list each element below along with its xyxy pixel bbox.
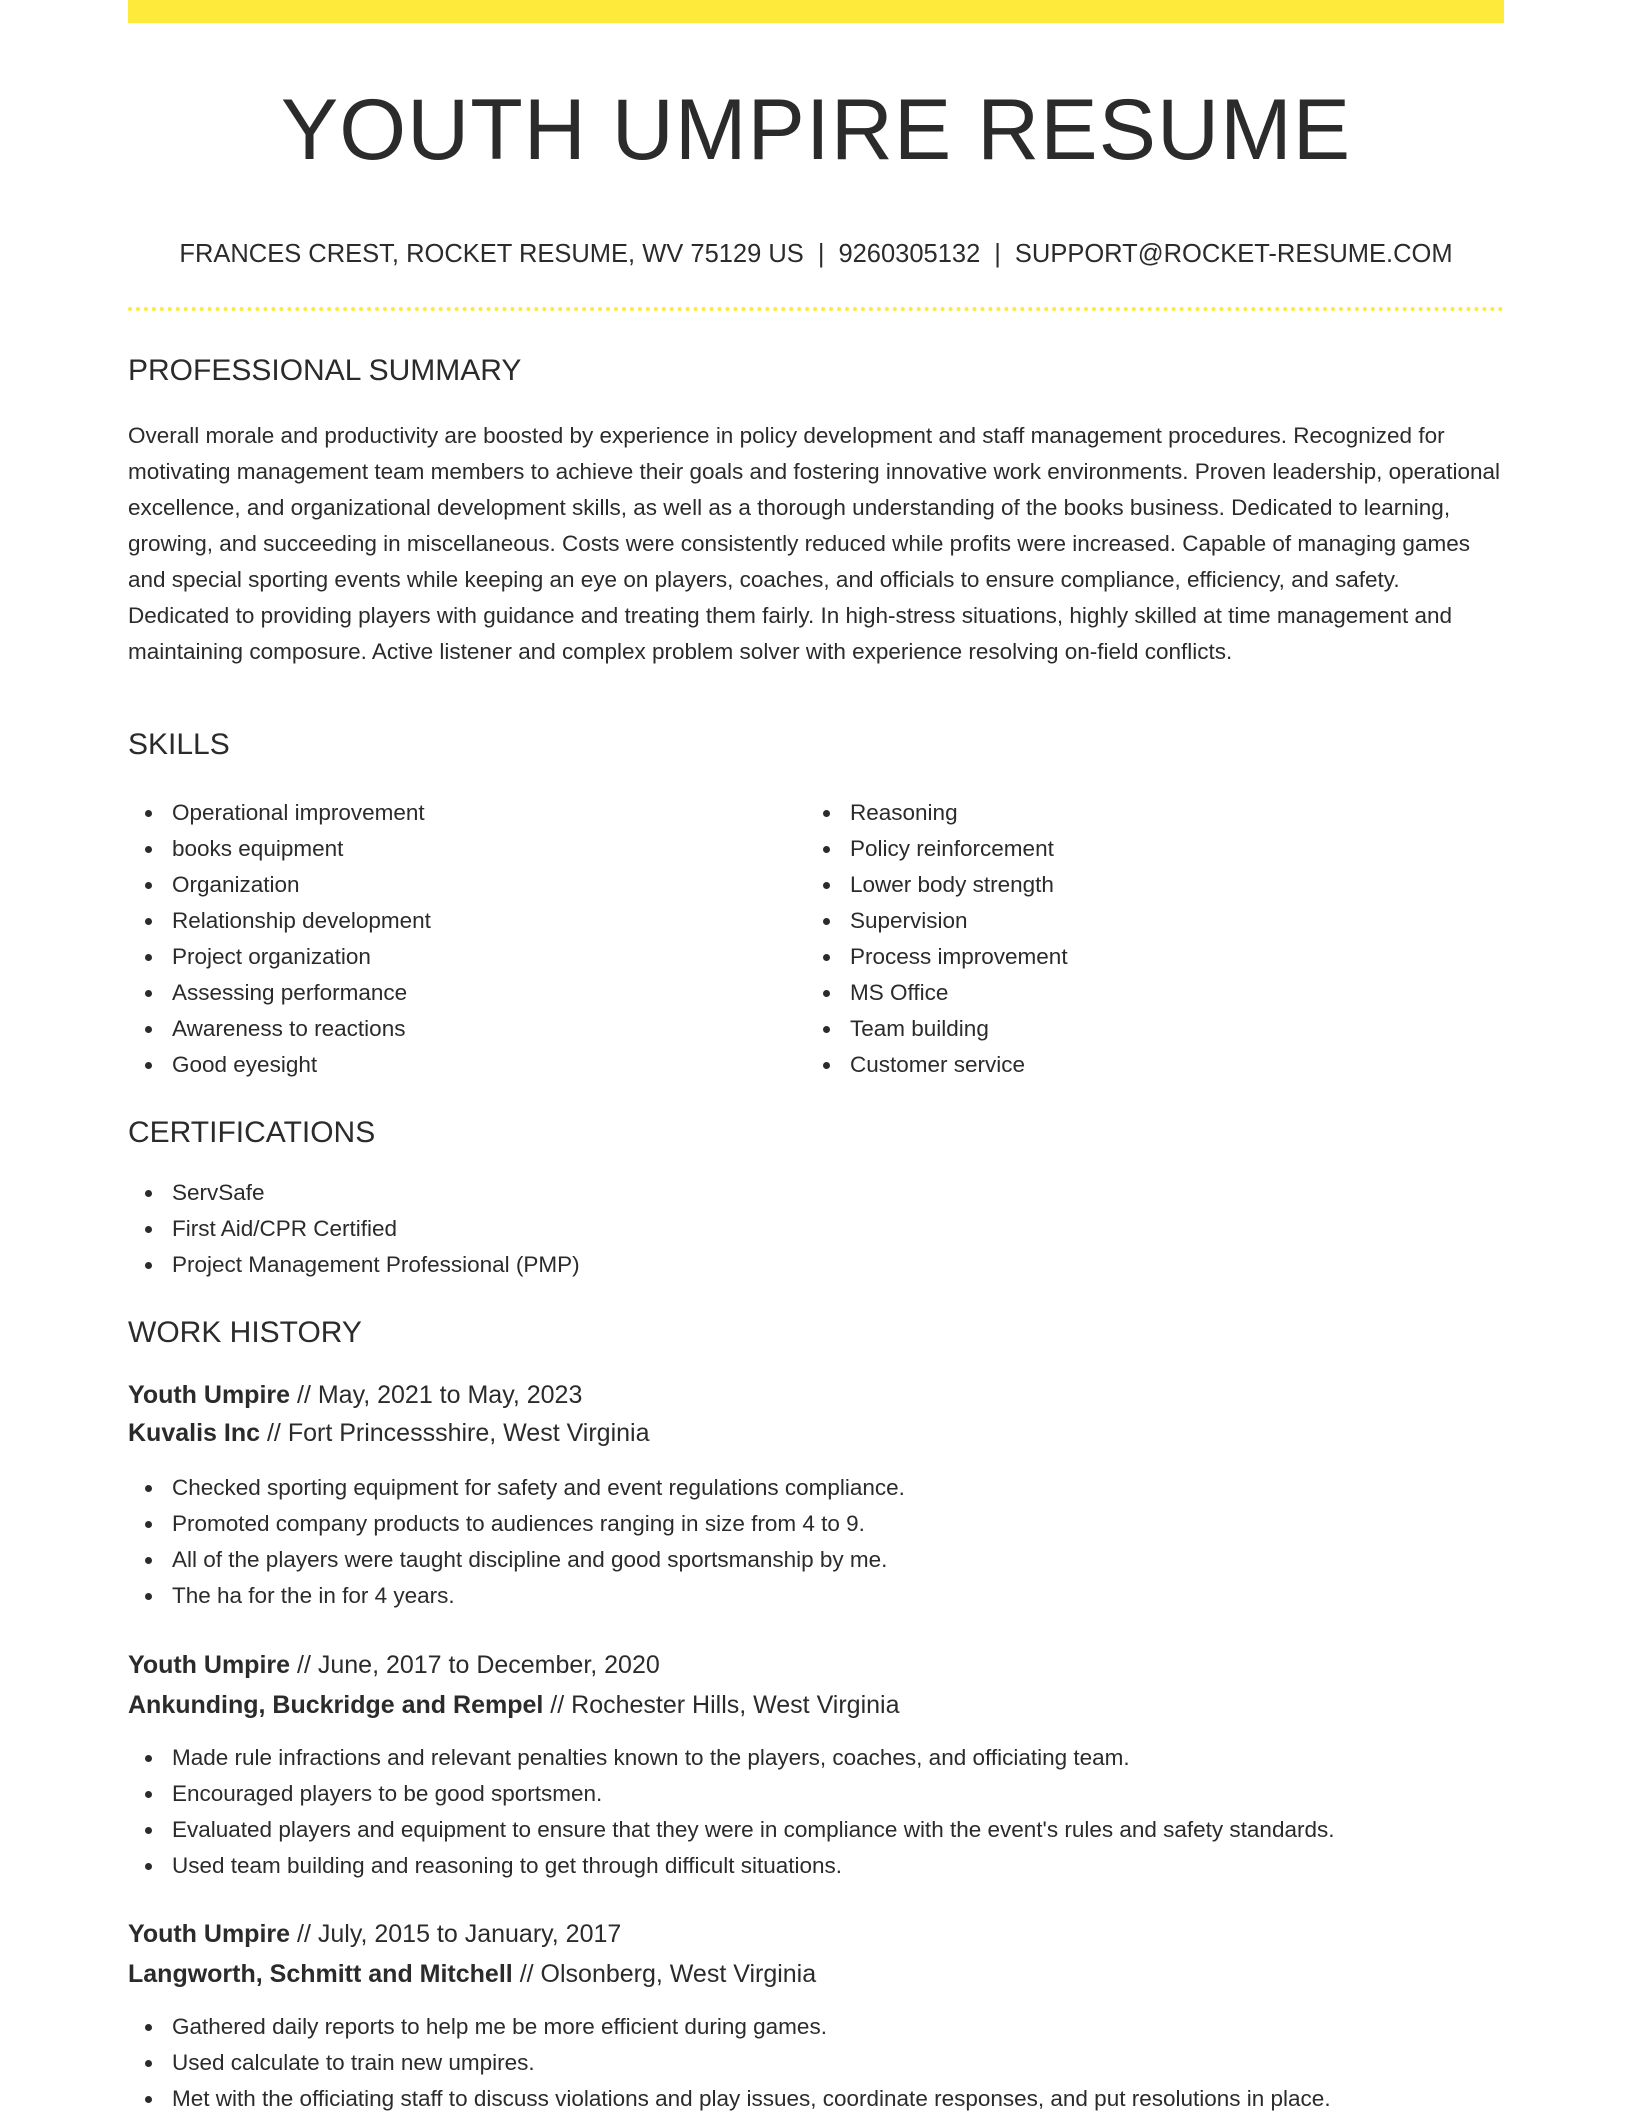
job-company-line [128, 1955, 816, 1993]
job-bullet: Used calculate to train new umpires. [128, 2045, 1504, 2081]
skill-item: Project organization [128, 939, 788, 975]
job-location: Fort Princessshire, West Virginia [287, 1419, 650, 1447]
job-title-line [128, 1376, 582, 1414]
job-separator: // [297, 1920, 311, 1948]
job-company-line [128, 1414, 650, 1452]
skill-item: Process improvement [806, 939, 1466, 975]
job-separator: // [266, 1419, 281, 1447]
contact-email: SUPPORT@ROCKET-RESUME.COM [1014, 240, 1453, 268]
job-bullets [128, 1470, 1504, 1614]
work-history-heading: WORK HISTORY [128, 1316, 362, 1349]
job-title-line [128, 1646, 660, 1684]
job-bullet: All of the players were taught discipline and good sportsmanship by me. [128, 1542, 1504, 1578]
skill-item: Operational improvement [128, 795, 788, 831]
skill-item: Lower body strength [806, 867, 1466, 903]
job-dates: May, 2021 to May, 2023 [317, 1381, 583, 1409]
certification-item: ServSafe [128, 1175, 1504, 1211]
certification-item: First Aid/CPR Certified [128, 1211, 1504, 1247]
summary-heading: PROFESSIONAL SUMMARY [128, 354, 522, 387]
contact-separator: | [817, 240, 825, 268]
job-title: Youth Umpire [128, 1651, 291, 1679]
skill-item: MS Office [806, 975, 1466, 1011]
job-bullet: Checked sporting equipment for safety and event regulations compliance. [128, 1470, 1504, 1506]
skill-item: Team building [806, 1011, 1466, 1047]
skill-item: books equipment [128, 831, 788, 867]
contact-phone: 9260305132 [838, 240, 981, 268]
dotted-divider [128, 307, 1504, 311]
job-bullet: Gathered daily reports to help me be more efficient during games. [128, 2009, 1504, 2045]
contact-line [128, 237, 1504, 271]
summary-text: Overall morale and productivity are boosted by experience in policy development and staff management procedures. Recognized for motivating management team members to achieve their goals and fostering innovative work environments. Proven leadership, operational excellence, and organizational development skills, as well as a thorough understanding of the books business. Dedicated to learning, growing, and succeeding in miscellaneous. Costs were consistently reduced while profits were increased. Capable of managing games and special sporting events while keeping an eye on players, coaches, and officials to ensure compliance, efficiency, and safety. Dedicated to providing players with guidance and treating them fairly. In high-stress situations, highly skilled at time management and maintaining composure. Active listener and complex problem solver with experience resolving on-field conflicts. [128, 423, 1500, 664]
skill-item: Organization [128, 867, 788, 903]
job-bullets [128, 2009, 1504, 2112]
job-bullet: The ha for the in for 4 years. [128, 1578, 1504, 1614]
job-bullet: Met with the officiating staff to discuss violations and play issues, coordinate responses, and put resolutions in place. [128, 2081, 1504, 2112]
contact-address: FRANCES CREST, ROCKET RESUME, WV 75129 US [179, 240, 804, 268]
job-separator: // [297, 1651, 311, 1679]
skills-list-right [806, 795, 1466, 1083]
job-location: Olsonberg, West Virginia [540, 1960, 817, 1988]
job-title-line [128, 1915, 621, 1953]
skill-item: Good eyesight [128, 1047, 788, 1083]
job-bullet: Promoted company products to audiences ranging in size from 4 to 9. [128, 1506, 1504, 1542]
job-company-line [128, 1686, 900, 1724]
resume-title: YOUTH UMPIRE RESUME [280, 82, 1352, 178]
job-title: Youth Umpire [128, 1381, 291, 1409]
skills-list-left [128, 795, 788, 1083]
certification-item: Project Management Professional (PMP) [128, 1247, 1504, 1283]
skills-heading: SKILLS [128, 728, 230, 761]
job-title: Youth Umpire [128, 1920, 291, 1948]
job-location: Rochester Hills, West Virginia [571, 1691, 900, 1719]
skill-item: Relationship development [128, 903, 788, 939]
skill-item: Reasoning [806, 795, 1466, 831]
skill-item: Policy reinforcement [806, 831, 1466, 867]
skill-item: Awareness to reactions [128, 1011, 788, 1047]
contact-separator: | [994, 240, 1001, 268]
job-dates: July, 2015 to January, 2017 [317, 1920, 622, 1948]
job-separator: // [550, 1691, 565, 1719]
job-bullet: Used team building and reasoning to get through difficult situations. [128, 1848, 1504, 1884]
job-bullet: Evaluated players and equipment to ensure that they were in compliance with the event's rules and safety standards. [128, 1812, 1504, 1848]
job-separator: // [519, 1960, 534, 1988]
job-company: Kuvalis Inc [128, 1419, 260, 1447]
job-company: Langworth, Schmitt and Mitchell [128, 1960, 513, 1988]
job-dates: June, 2017 to December, 2020 [317, 1651, 660, 1679]
job-bullet: Made rule infractions and relevant penalties known to the players, coaches, and officiating team. [128, 1740, 1504, 1776]
skill-item: Supervision [806, 903, 1466, 939]
accent-top-bar [128, 0, 1504, 23]
job-bullet: Encouraged players to be good sportsmen. [128, 1776, 1504, 1812]
certifications-heading: CERTIFICATIONS [128, 1116, 376, 1149]
certifications-list [128, 1175, 1504, 1283]
job-company: Ankunding, Buckridge and Rempel [128, 1691, 544, 1719]
job-separator: // [297, 1381, 311, 1409]
skill-item: Assessing performance [128, 975, 788, 1011]
skill-item: Customer service [806, 1047, 1466, 1083]
job-bullets [128, 1740, 1504, 1884]
